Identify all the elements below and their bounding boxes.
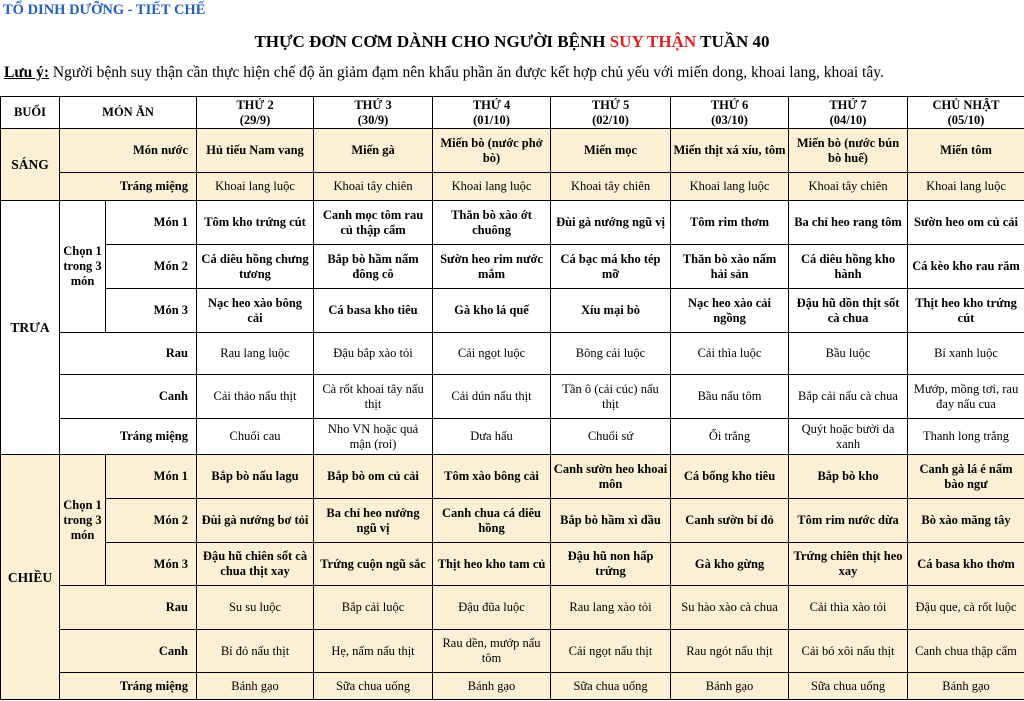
- menu-cell: Cải thảo nấu thịt: [197, 375, 314, 419]
- menu-cell: Hủ tiếu Nam vang: [197, 129, 314, 173]
- row-label: Món 2: [106, 245, 197, 289]
- menu-cell: Bánh gạo: [433, 673, 551, 700]
- header-day: [789, 97, 908, 129]
- table-row: [1, 289, 1024, 333]
- row-label: Rau: [60, 333, 197, 375]
- day-name: THỨ 3: [354, 97, 392, 112]
- header-mon-an: MÓN ĂN: [60, 97, 197, 129]
- menu-cell: Bí xanh luộc: [908, 333, 1024, 375]
- menu-cell: Tôm kho trứng cút: [197, 201, 314, 245]
- header-day: [551, 97, 671, 129]
- row-label: Món nước: [60, 129, 197, 173]
- row-label: Món 2: [106, 499, 197, 543]
- menu-cell: Miến gà: [314, 129, 433, 173]
- menu-cell: Su hào xào cà chua: [671, 586, 789, 630]
- menu-cell: Ba chỉ heo rang tôm: [789, 201, 908, 245]
- menu-cell: Đậu hũ chiên sốt cà chua thịt xay: [197, 543, 314, 586]
- menu-cell: Cá basa kho tiêu: [314, 289, 433, 333]
- menu-cell: Bắp cải nấu cà chua: [789, 375, 908, 419]
- menu-cell: Cải ngọt nấu thịt: [551, 630, 671, 673]
- menu-cell: Sữa chua uống: [314, 673, 433, 700]
- menu-cell: Miến bò (nước phở bò): [433, 129, 551, 173]
- table-row: [1, 375, 1024, 419]
- row-label: Rau: [60, 586, 197, 630]
- menu-cell: Hẹ, nấm nấu thịt: [314, 630, 433, 673]
- table-row: [1, 201, 1024, 245]
- session-label-chieu: CHIỀU: [1, 455, 60, 700]
- menu-cell: Đậu bắp xào tỏi: [314, 333, 433, 375]
- menu-cell: Đậu hũ non hấp trứng: [551, 543, 671, 586]
- menu-cell: Cá kèo kho rau răm: [908, 245, 1024, 289]
- menu-cell: Cá bạc má kho tép mỡ: [551, 245, 671, 289]
- menu-cell: Khoai lang luộc: [433, 173, 551, 201]
- menu-cell: Rau lang luộc: [197, 333, 314, 375]
- menu-cell: Đậu đũa luộc: [433, 586, 551, 630]
- menu-cell: Bánh gạo: [671, 673, 789, 700]
- menu-cell: Đùi gà nướng bơ tỏi: [197, 499, 314, 543]
- menu-cell: Bò xào măng tây: [908, 499, 1024, 543]
- menu-cell: Mướp, mồng tơi, rau đay nấu cua: [908, 375, 1024, 419]
- menu-cell: Tôm xào bông cải: [433, 455, 551, 499]
- menu-cell: Khoai tây chiên: [314, 173, 433, 201]
- menu-cell: Thịt heo kho tam củ: [433, 543, 551, 586]
- table-row: [1, 333, 1024, 375]
- menu-cell: Xíu mại bò: [551, 289, 671, 333]
- menu-cell: Trứng cuộn ngũ sắc: [314, 543, 433, 586]
- menu-cell: Tôm rim nước dừa: [789, 499, 908, 543]
- note-text: Người bệnh suy thận cần thực hiện chế độ ăn giảm đạm nên khẩu phần ăn được kết hợp chủ yếu với miến dong, khoai lang, khoai tây.: [49, 64, 884, 81]
- menu-cell: Canh sườn heo khoai môn: [551, 455, 671, 499]
- day-name: CHỦ NHẬT: [932, 97, 1000, 112]
- menu-cell: Ổi trắng: [671, 419, 789, 455]
- menu-cell: Bắp bò hầm xì dầu: [551, 499, 671, 543]
- menu-cell: Ba chỉ heo nướng ngũ vị: [314, 499, 433, 543]
- menu-cell: Sườn heo rim nước mắm: [433, 245, 551, 289]
- day-name: THỨ 6: [710, 97, 749, 112]
- menu-cell: Cải dún nấu thịt: [433, 375, 551, 419]
- menu-cell: Miến tôm: [908, 129, 1024, 173]
- day-name: THỨ 2: [236, 97, 274, 112]
- row-label: Tráng miệng: [60, 173, 197, 201]
- menu-cell: Canh mọc tôm rau củ thập cẩm: [314, 201, 433, 245]
- menu-cell: Khoai lang luộc: [671, 173, 789, 201]
- table-row: [1, 419, 1024, 455]
- row-label: Món 1: [106, 455, 197, 499]
- menu-cell: Bắp bò om củ cải: [314, 455, 433, 499]
- menu-cell: Rau dền, mướp nấu tôm: [433, 630, 551, 673]
- table-row: [1, 543, 1024, 586]
- table-row: [1, 97, 1024, 129]
- session-label-sang: SÁNG: [1, 129, 60, 201]
- table-row: [1, 455, 1024, 499]
- table-row: [1, 499, 1024, 543]
- menu-cell: Cá diêu hồng chưng tương: [197, 245, 314, 289]
- menu-cell: Rau lang xào tỏi: [551, 586, 671, 630]
- row-label: Món 1: [106, 201, 197, 245]
- row-label: Món 3: [106, 543, 197, 586]
- row-label: Canh: [60, 630, 197, 673]
- menu-cell: Thanh long trắng: [908, 419, 1024, 455]
- row-label: Canh: [60, 375, 197, 419]
- menu-cell: Sữa chua uống: [789, 673, 908, 700]
- menu-cell: Bắp bò hầm nấm đông cô: [314, 245, 433, 289]
- menu-cell: Canh chua cá diêu hồng: [433, 499, 551, 543]
- title-prefix: THỰC ĐƠN CƠM DÀNH CHO NGƯỜI BỆNH: [254, 32, 606, 51]
- header-day: [314, 97, 433, 129]
- menu-cell: Khoai tây chiên: [551, 173, 671, 201]
- table-row: [1, 245, 1024, 289]
- menu-cell: Cải bó xôi nấu thịt: [789, 630, 908, 673]
- menu-cell: Bắp cải luộc: [314, 586, 433, 630]
- menu-cell: Su su luộc: [197, 586, 314, 630]
- menu-cell: Cải thìa xào tỏi: [789, 586, 908, 630]
- menu-table-body: [1, 97, 1024, 700]
- header-day: [908, 97, 1024, 129]
- menu-cell: Cá diêu hồng kho hành: [789, 245, 908, 289]
- menu-cell: Miến mọc: [551, 129, 671, 173]
- header-buoi: BUỔI: [1, 97, 60, 129]
- menu-cell: Bắp bò kho: [789, 455, 908, 499]
- table-row: [1, 630, 1024, 673]
- menu-cell: Miến bò (nước bún bò huế): [789, 129, 908, 173]
- menu-cell: Tôm rim thơm: [671, 201, 789, 245]
- note: [4, 64, 884, 82]
- day-date: (03/10): [711, 112, 748, 127]
- day-date: (29/9): [239, 112, 271, 127]
- menu-cell: Bí đỏ nấu thịt: [197, 630, 314, 673]
- menu-cell: Cải thìa luộc: [671, 333, 789, 375]
- day-name: THỨ 7: [829, 97, 867, 112]
- day-date: (30/9): [357, 112, 389, 127]
- menu-cell: Nho VN hoặc quả mận (roi): [314, 419, 433, 455]
- menu-cell: Bông cải luộc: [551, 333, 671, 375]
- menu-cell: Cải ngọt luộc: [433, 333, 551, 375]
- day-name: THỨ 5: [591, 97, 630, 112]
- menu-cell: Canh sườn bí đỏ: [671, 499, 789, 543]
- session-label-trua: TRƯA: [1, 201, 60, 455]
- table-row: [1, 173, 1024, 201]
- menu-cell: Trứng chiên thịt heo xay: [789, 543, 908, 586]
- table-row: [1, 586, 1024, 630]
- menu-cell: Thăn bò xào nấm hải sản: [671, 245, 789, 289]
- note-label: Lưu ý:: [4, 64, 50, 81]
- table-row: [1, 673, 1024, 700]
- menu-cell: Bầu nấu tôm: [671, 375, 789, 419]
- row-label: Tráng miệng: [60, 419, 197, 455]
- menu-cell: Khoai tây chiên: [789, 173, 908, 201]
- menu-cell: Chuối cau: [197, 419, 314, 455]
- menu-cell: Sữa chua uống: [551, 673, 671, 700]
- menu-cell: Cà rốt khoai tây nấu thịt: [314, 375, 433, 419]
- menu-cell: Thịt heo kho trứng cút: [908, 289, 1024, 333]
- menu-cell: Canh gà lá é nấm bào ngư: [908, 455, 1024, 499]
- page-title: [0, 32, 1024, 52]
- day-name: THỨ 4: [472, 97, 511, 112]
- menu-cell: Nạc heo xào cải ngồng: [671, 289, 789, 333]
- menu-cell: Canh chua thập cẩm: [908, 630, 1024, 673]
- menu-cell: Gà kho lá quế: [433, 289, 551, 333]
- menu-cell: Đậu que, cà rốt luộc: [908, 586, 1024, 630]
- menu-cell: Quýt hoặc bưởi da xanh: [789, 419, 908, 455]
- menu-cell: Bầu luộc: [789, 333, 908, 375]
- org-name: TỔ DINH DƯỠNG - TIẾT CHẾ: [3, 2, 206, 18]
- menu-table: [0, 96, 1024, 700]
- title-suffix: TUẦN 40: [700, 32, 770, 51]
- day-date: (02/10): [592, 112, 629, 127]
- menu-cell: Khoai lang luộc: [197, 173, 314, 201]
- day-date: (01/10): [473, 112, 510, 127]
- row-label: Món 3: [106, 289, 197, 333]
- choose-one-note: Chọn 1 trong 3 món: [60, 455, 106, 586]
- menu-cell: Chuối sứ: [551, 419, 671, 455]
- header-day: [197, 97, 314, 129]
- day-date: (05/10): [947, 112, 985, 127]
- menu-cell: Khoai lang luộc: [908, 173, 1024, 201]
- choose-one-note: Chọn 1 trong 3 món: [60, 201, 106, 333]
- header-day: [671, 97, 789, 129]
- header-day: [433, 97, 551, 129]
- menu-cell: Nạc heo xào bông cải: [197, 289, 314, 333]
- menu-cell: Cá basa kho thơm: [908, 543, 1024, 586]
- day-date: (04/10): [829, 112, 867, 127]
- table-row: [1, 129, 1024, 173]
- menu-cell: Đùi gà nướng ngũ vị: [551, 201, 671, 245]
- menu-cell: Bắp bò nấu lagu: [197, 455, 314, 499]
- menu-cell: Thăn bò xào ớt chuông: [433, 201, 551, 245]
- menu-cell: Gà kho gừng: [671, 543, 789, 586]
- menu-cell: Tần ô (cải cúc) nấu thịt: [551, 375, 671, 419]
- menu-cell: Cá bống kho tiêu: [671, 455, 789, 499]
- title-highlight: SUY THẬN: [609, 32, 697, 51]
- menu-cell: Rau ngót nấu thịt: [671, 630, 789, 673]
- menu-cell: Đậu hũ dồn thịt sốt cà chua: [789, 289, 908, 333]
- row-label: Tráng miệng: [60, 673, 197, 700]
- menu-cell: Bánh gạo: [908, 673, 1024, 700]
- menu-cell: Bánh gạo: [197, 673, 314, 700]
- menu-cell: Miến thịt xá xíu, tôm: [671, 129, 789, 173]
- menu-cell: Dưa hấu: [433, 419, 551, 455]
- menu-cell: Sườn heo om củ cải: [908, 201, 1024, 245]
